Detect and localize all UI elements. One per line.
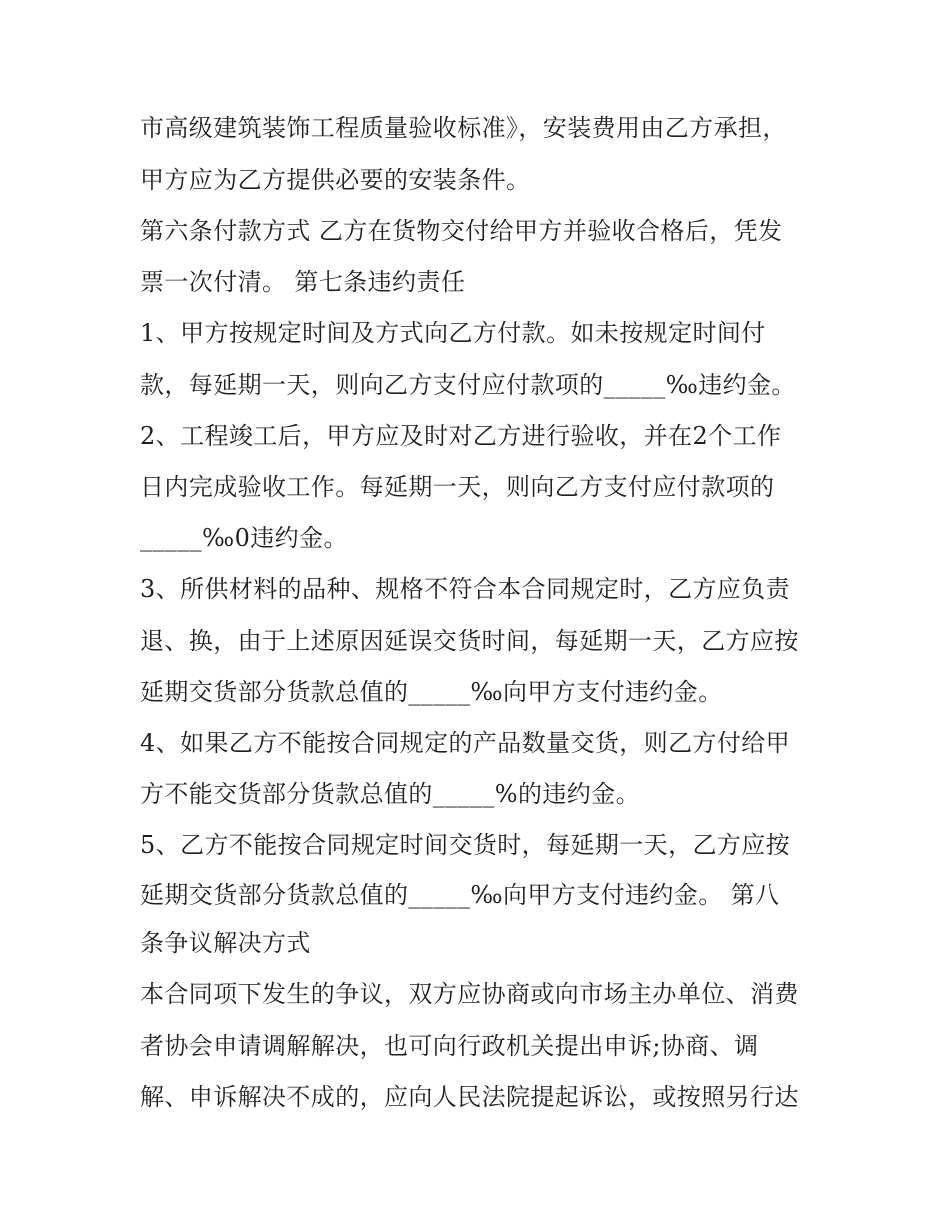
text-line: _____‰0违约金。 — [140, 524, 348, 552]
text-line: 者协会申请调解解决，也可向行政机关提出申诉;协商、调 — [140, 1032, 759, 1060]
text-line: 本合同项下发生的争议，双方应协商或向市场主办单位、消费 — [140, 980, 799, 1008]
text-line: 日内完成验收工作。每延期一天，则向乙方支付应付款项的 — [140, 473, 775, 501]
text-line: 退、换，由于上述原因延误交货时间，每延期一天，乙方应按 — [140, 627, 799, 655]
text-line: 3、所供材料的品种、规格不符合本合同规定时，乙方应负责 — [140, 575, 791, 603]
text-line: 第六条付款方式 乙方在货物交付给甲方并验收合格后，凭发 — [140, 217, 783, 245]
text-line: 条争议解决方式 — [140, 929, 311, 957]
text-line: 延期交货部分货款总值的_____‰向甲方支付违约金。 — [140, 678, 723, 706]
text-line: 5、乙方不能按合同规定时间交货时，每延期一天，乙方应按 — [140, 831, 791, 859]
text-line: 票一次付清。 第七条违约责任 — [140, 268, 466, 296]
text-line: 延期交货部分货款总值的_____‰向甲方支付违约金。 第八 — [140, 881, 780, 909]
text-line: 4、如果乙方不能按合同规定的产品数量交货，则乙方付给甲 — [140, 729, 791, 757]
text-line: 款，每延期一天，则向乙方支付应付款项的_____‰违约金。 — [140, 371, 796, 399]
text-line: 2、工程竣工后，甲方应及时对乙方进行验收，并在2个工作 — [140, 422, 782, 450]
text-line: 1、甲方按规定时间及方式向乙方付款。如未按规定时间付 — [140, 319, 766, 347]
text-line: 甲方应为乙方提供必要的安装条件。 — [140, 166, 531, 194]
text-line: 解、申诉解决不成的，应向人民法院提起诉讼，或按照另行达 — [140, 1083, 799, 1111]
text-line: 市高级建筑装饰工程质量验收标准》，安装费用由乙方承担， — [140, 114, 787, 142]
text-line: 方不能交货部分货款总值的_____%的违约金。 — [140, 780, 641, 808]
